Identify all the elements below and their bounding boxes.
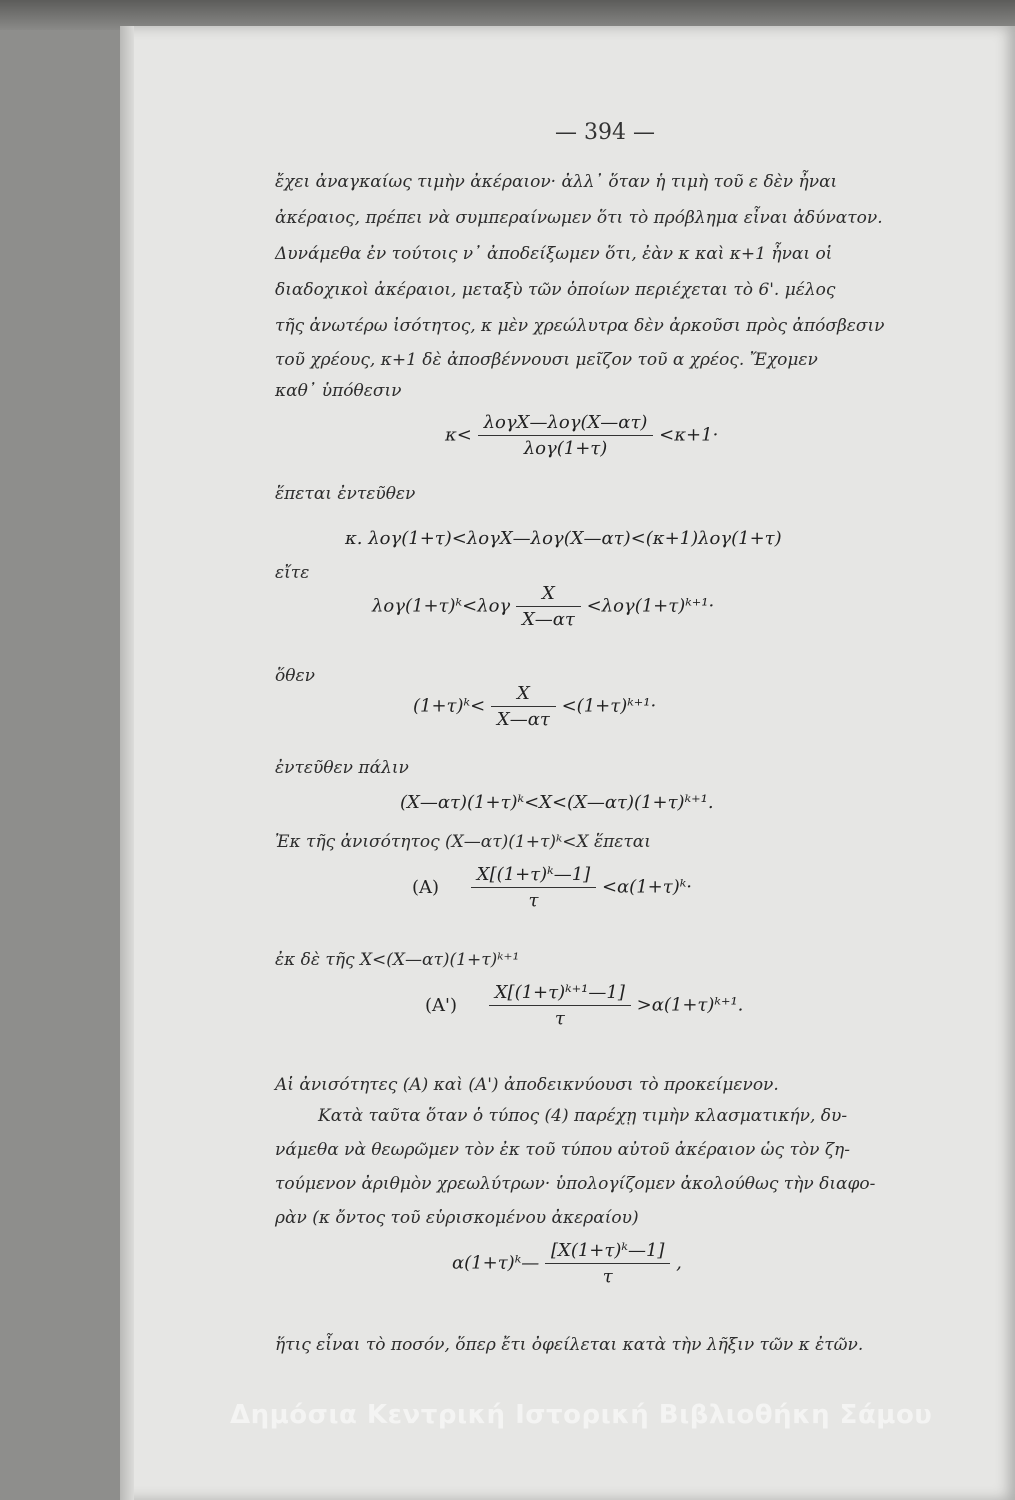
eq3-right: <λογ(1+τ)ᵏ⁺¹·	[586, 595, 715, 617]
eq1-denominator: λογ(1+τ)	[478, 435, 654, 459]
page-edge	[120, 26, 134, 1500]
text-line-ek-tis: Ἐκ τῆς ἀνισότητος (X—ατ)(1+τ)ᵏ<X ἕπεται	[275, 832, 651, 852]
text-line-ek-de: ἐκ δὲ τῆς X<(X—ατ)(1+τ)ᵏ⁺¹	[275, 950, 520, 970]
eqA2-denominator: τ	[489, 1005, 631, 1029]
text-line: Δυνάμεθα ἐν τούτοις ν᾽ ἀποδείξωμεν ὅτι, ἐὰν κ καὶ κ+1 ἦναι οἱ	[275, 244, 833, 264]
eqA-denominator: τ	[471, 887, 596, 911]
eq4-right: <(1+τ)ᵏ⁺¹·	[561, 695, 657, 717]
equation-4	[413, 683, 656, 730]
text-line: καθ᾽ ὑπόθεσιν	[275, 381, 402, 401]
text-line: τῆς ἀνωτέρω ἰσότητος, κ μὲν χρεώλυτρα δὲν ἀρκοῦσι πρὸς ἀπόσβεσιν	[275, 316, 885, 336]
eqA-right: <α(1+τ)ᵏ·	[601, 876, 692, 898]
eq4-numerator: X	[516, 683, 530, 704]
eq4-fraction	[491, 683, 556, 730]
eq1-fraction	[478, 412, 654, 459]
eqA2-fraction	[489, 982, 631, 1029]
eq3-left: λογ(1+τ)ᵏ<λογ	[372, 595, 511, 617]
eqF-fraction	[545, 1240, 670, 1287]
eqA-fraction	[471, 864, 596, 911]
text-line-ai: Αἱ ἀνισότητες (A) καὶ (A') ἀποδεικνύουσι τὸ προκείμενον.	[275, 1075, 779, 1095]
equation-A-prime	[425, 982, 743, 1029]
text-line: τούμενον ἀριθμὸν χρεωλύτρων· ὑπολογίζομεν ἀκολούθως τὴν διαφο-	[275, 1174, 876, 1194]
eqA2-right: >α(1+τ)ᵏ⁺¹.	[636, 994, 744, 1016]
label-hothen: ὅθεν	[275, 666, 315, 686]
eqF-left: α(1+τ)ᵏ—	[452, 1252, 540, 1274]
eq4-denominator: X—ατ	[491, 706, 556, 730]
eqA2-label: (A')	[425, 994, 457, 1016]
eqF-denominator: τ	[545, 1263, 670, 1287]
text-line: διαδοχικοὶ ἀκέραιοι, μεταξὺ τῶν ὁποίων περιέχεται τὸ 6'. μέλος	[275, 280, 836, 300]
equation-3	[372, 583, 714, 630]
eq1-left: κ<	[445, 424, 472, 446]
eq4-left: (1+τ)ᵏ<	[413, 695, 486, 717]
eqA2-numerator: X[(1+τ)ᵏ⁺¹—1]	[494, 982, 625, 1003]
eq3-numerator: X	[541, 583, 555, 604]
text-line: Κατὰ ταῦτα ὅταν ὁ τύπος (4) παρέχῃ τιμὴν κλασματικήν, δυ-	[318, 1106, 848, 1126]
label-eite: εἴτε	[275, 563, 310, 583]
eq1-right: <κ+1·	[659, 424, 719, 446]
equation-5: (X—ατ)(1+τ)ᵏ<X<(X—ατ)(1+τ)ᵏ⁺¹.	[400, 792, 714, 813]
eq1-numerator: λογX—λογ(X—ατ)	[483, 412, 648, 433]
text-line: ρὰν (κ ὄντος τοῦ εὑρισκομένου ἀκεραίου)	[275, 1208, 639, 1228]
text-line: ἔχει ἀναγκαίως τιμὴν ἀκέραιον· ἀλλ᾽ ὅταν ἡ τιμὴ τοῦ ε δὲν ἦναι	[275, 172, 838, 192]
page-number: — 394 —	[555, 120, 655, 145]
label-epetai: ἕπεται ἐντεῦθεν	[275, 484, 416, 504]
text-line: ἀκέραιος, πρέπει νὰ συμπεραίνωμεν ὅτι τὸ πρόβλημα εἶναι ἀδύνατον.	[275, 208, 883, 228]
text-line: νάμεθα νὰ θεωρῶμεν τὸν ἐκ τοῦ τύπου αὐτοῦ ἀκέραιον ὡς τὸν ζη-	[275, 1140, 850, 1160]
text-line-last: ἥτις εἶναι τὸ ποσόν, ὅπερ ἔτι ὀφείλεται κατὰ τὴν λῆξιν τῶν κ ἐτῶν.	[275, 1335, 864, 1355]
equation-A	[412, 864, 692, 911]
label-enteuthen: ἐντεῦθεν πάλιν	[275, 758, 409, 778]
equation-final	[452, 1240, 682, 1287]
library-watermark: Δημόσια Κεντρική Ιστορική Βιβλιοθήκη Σάμου	[230, 1400, 933, 1430]
eqF-numerator: [X(1+τ)ᵏ—1]	[551, 1240, 665, 1261]
text-line: τοῦ χρέους, κ+1 δὲ ἀποσβέννουσι μεῖζον τοῦ α χρέος. Ἔχομεν	[275, 350, 818, 370]
eqA-label: (A)	[412, 876, 440, 898]
eqF-right: ,	[676, 1252, 682, 1274]
eq3-fraction	[516, 583, 581, 630]
equation-1	[445, 412, 718, 459]
eq3-denominator: X—ατ	[516, 606, 581, 630]
equation-2: κ. λογ(1+τ)<λογX—λογ(X—ατ)<(κ+1)λογ(1+τ)	[345, 528, 782, 549]
eqA-numerator: X[(1+τ)ᵏ—1]	[476, 864, 591, 885]
